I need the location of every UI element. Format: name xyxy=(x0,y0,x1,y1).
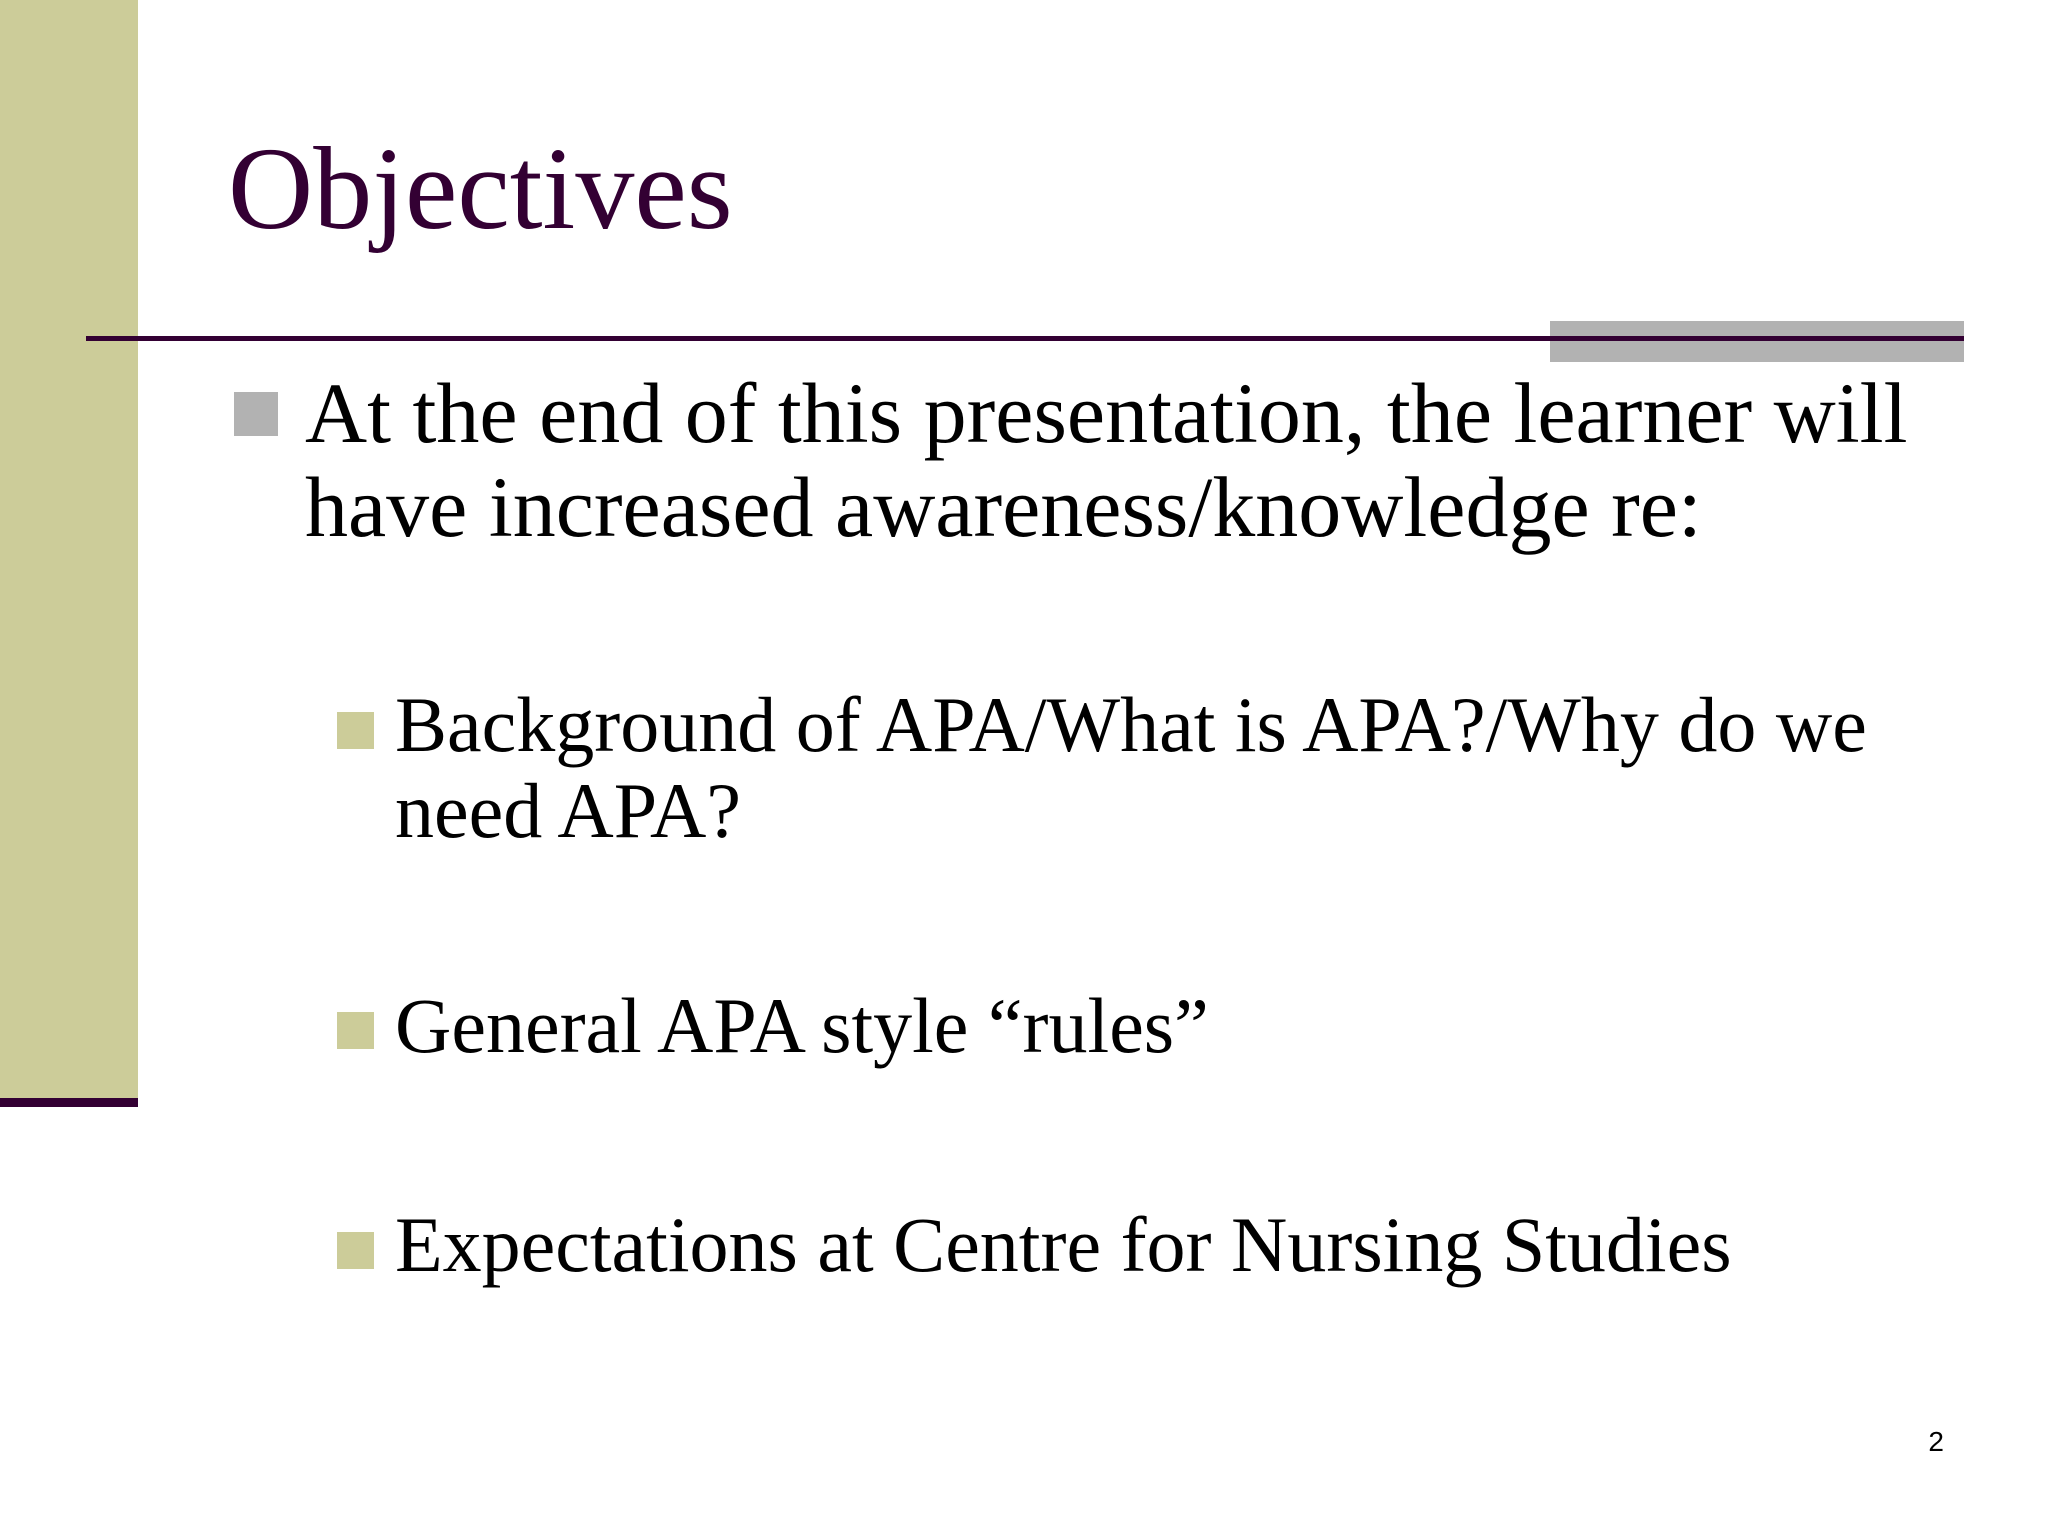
bullet-square-icon xyxy=(234,392,278,436)
intro-line-2: have increased awareness/knowledge re: xyxy=(305,459,1702,555)
left-sidebar-underline xyxy=(0,1098,138,1107)
intro-line-1: At the end of this presentation, the learner will xyxy=(305,365,1908,461)
sub-item-line-1: Expectations at Centre for Nursing Studies xyxy=(395,1201,1732,1288)
sub-item-rules xyxy=(395,983,1209,1069)
left-sidebar-band xyxy=(0,0,138,1098)
title-rule xyxy=(86,336,1964,341)
sub-item-background xyxy=(395,682,1867,854)
sub-item-line-1: Background of APA/What is APA?/Why do we xyxy=(395,681,1867,768)
sub-bullet-square-icon xyxy=(337,1012,374,1049)
sub-bullet-square-icon xyxy=(337,712,374,749)
sub-bullet-square-icon xyxy=(337,1232,374,1269)
sub-item-line-2: need APA? xyxy=(395,767,741,854)
intro-text xyxy=(305,366,1907,554)
title-rule-accent xyxy=(1550,321,1964,362)
page-number: 2 xyxy=(1928,1426,1944,1457)
sub-item-expectations xyxy=(395,1202,1732,1288)
sub-item-line-1: General APA style “rules” xyxy=(395,982,1209,1069)
slide-title: Objectives xyxy=(228,123,733,254)
